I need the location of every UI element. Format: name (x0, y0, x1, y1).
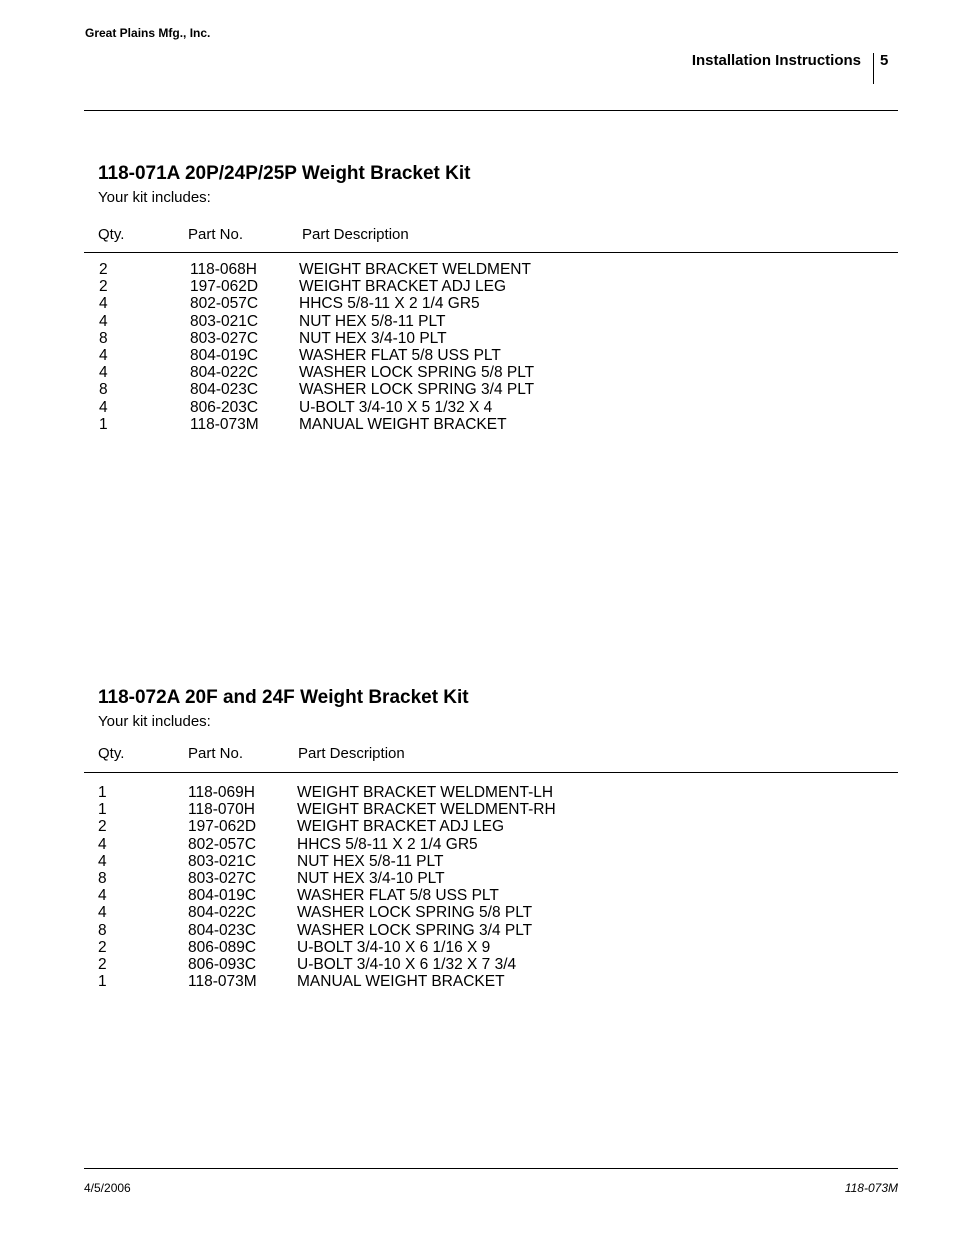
part-description-cell: WEIGHT BRACKET WELDMENT-LH (297, 784, 554, 801)
column-header-part-no: Part No. (188, 226, 244, 243)
qty-cell: 4 (98, 887, 107, 905)
part-number-cell: 118-073M (190, 415, 259, 433)
part-description-cell: NUT HEX 3/4-10 PLT (297, 869, 445, 887)
part-description-cell: MANUAL WEIGHT BRACKET (297, 973, 505, 991)
part-description-cell: U-BOLT 3/4-10 X 6 1/16 X 9 (297, 938, 491, 956)
kit-title: 118-071A 20P/24P/25P Weight Bracket Kit (98, 163, 471, 184)
qty-cell: 4 (99, 364, 108, 382)
part-number-cell: 803-021C (188, 852, 257, 870)
part-number-cell: 118-073M (188, 973, 257, 991)
part-description-cell: HHCS 5/8-11 X 2 1/4 GR5 (297, 835, 478, 853)
header-divider (873, 53, 874, 84)
part-description-cell: NUT HEX 3/4-10 PLT (299, 329, 447, 347)
part-description-cell: WASHER LOCK SPRING 3/4 PLT (299, 381, 535, 399)
part-number-cell: 118-070H (188, 801, 255, 819)
part-number-cell: 118-069H (188, 784, 255, 801)
qty-cell: 2 (99, 261, 108, 278)
part-description-cell: WEIGHT BRACKET WELDMENT-RH (297, 801, 556, 819)
part-number-cell: 118-068H (190, 261, 257, 278)
qty-cell: 8 (99, 381, 108, 399)
page-number: 5 (880, 52, 889, 69)
qty-cell: 1 (98, 801, 107, 819)
qty-cell: 4 (98, 852, 107, 870)
column-header-part-no: Part No. (188, 745, 244, 762)
part-number-cell: 804-022C (188, 904, 257, 922)
part-description-cell: U-BOLT 3/4-10 X 6 1/32 X 7 3/4 (297, 955, 517, 973)
part-number-cell: 802-057C (190, 295, 259, 313)
part-number-cell: 804-019C (188, 887, 257, 905)
qty-cell: 1 (99, 415, 108, 433)
footer-doc-number: 118-073M (844, 1181, 898, 1195)
qty-cell: 4 (99, 346, 108, 364)
qty-cell: 2 (98, 818, 107, 836)
column-header-part-description: Part Description (302, 226, 409, 243)
kit-subtitle: Your kit includes: (98, 189, 211, 206)
qty-cell: 8 (98, 869, 107, 887)
qty-cell: 2 (99, 278, 108, 296)
header-rule (84, 110, 898, 111)
footer-rule (84, 1168, 898, 1169)
column-header-qty: Qty. (98, 745, 125, 762)
part-number-cell: 806-089C (188, 938, 257, 956)
part-number-cell: 803-021C (190, 312, 259, 330)
company-name: Great Plains Mfg., Inc. (85, 26, 211, 40)
qty-cell: 4 (99, 312, 108, 330)
section-title-text: Installation Instructions (691, 52, 861, 69)
part-number-cell: 803-027C (188, 869, 257, 887)
part-description-cell: WASHER LOCK SPRING 3/4 PLT (297, 921, 533, 939)
part-number-cell: 804-022C (190, 364, 259, 382)
qty-cell: 4 (99, 398, 108, 416)
part-number-cell: 804-023C (188, 921, 257, 939)
part-description-cell: WASHER LOCK SPRING 5/8 PLT (297, 904, 533, 922)
part-number-cell: 806-203C (190, 398, 259, 416)
part-description-cell: WEIGHT BRACKET ADJ LEG (299, 278, 507, 296)
part-description-cell: WEIGHT BRACKET WELDMENT (299, 261, 531, 278)
qty-cell: 2 (98, 955, 107, 973)
kit-subtitle: Your kit includes: (98, 713, 211, 730)
qty-cell: 4 (98, 904, 107, 922)
qty-cell: 4 (99, 295, 108, 313)
qty-cell: 1 (98, 784, 107, 801)
part-description-cell: WASHER LOCK SPRING 5/8 PLT (299, 364, 535, 382)
qty-cell: 4 (98, 835, 107, 853)
qty-cell: 2 (98, 938, 107, 956)
footer-date: 4/5/2006 (84, 1181, 131, 1195)
kit-title: 118-072A 20F and 24F Weight Bracket Kit (98, 687, 469, 708)
qty-cell: 8 (98, 921, 107, 939)
part-description-cell: MANUAL WEIGHT BRACKET (299, 415, 507, 433)
column-header-part-description: Part Description (298, 745, 405, 762)
part-number-cell: 197-062D (188, 818, 257, 836)
part-description-cell: U-BOLT 3/4-10 X 5 1/32 X 4 (299, 398, 493, 416)
part-description-cell: HHCS 5/8-11 X 2 1/4 GR5 (299, 295, 480, 313)
part-number-cell: 803-027C (190, 329, 259, 347)
part-description-cell: NUT HEX 5/8-11 PLT (297, 852, 444, 870)
qty-cell: 8 (99, 329, 108, 347)
part-description-cell: NUT HEX 5/8-11 PLT (299, 312, 446, 330)
table-header-rule (84, 252, 898, 253)
qty-cell: 1 (98, 973, 107, 991)
part-number-cell: 804-019C (190, 346, 259, 364)
part-description-cell: WASHER FLAT 5/8 USS PLT (297, 887, 499, 905)
part-number-cell: 804-023C (190, 381, 259, 399)
column-header-qty: Qty. (98, 226, 125, 243)
part-number-cell: 806-093C (188, 955, 257, 973)
part-description-cell: WASHER FLAT 5/8 USS PLT (299, 346, 501, 364)
section-title (692, 52, 867, 69)
part-description-cell: WEIGHT BRACKET ADJ LEG (297, 818, 505, 836)
part-number-cell: 802-057C (188, 835, 257, 853)
table-header-rule (84, 772, 898, 773)
part-number-cell: 197-062D (190, 278, 259, 296)
